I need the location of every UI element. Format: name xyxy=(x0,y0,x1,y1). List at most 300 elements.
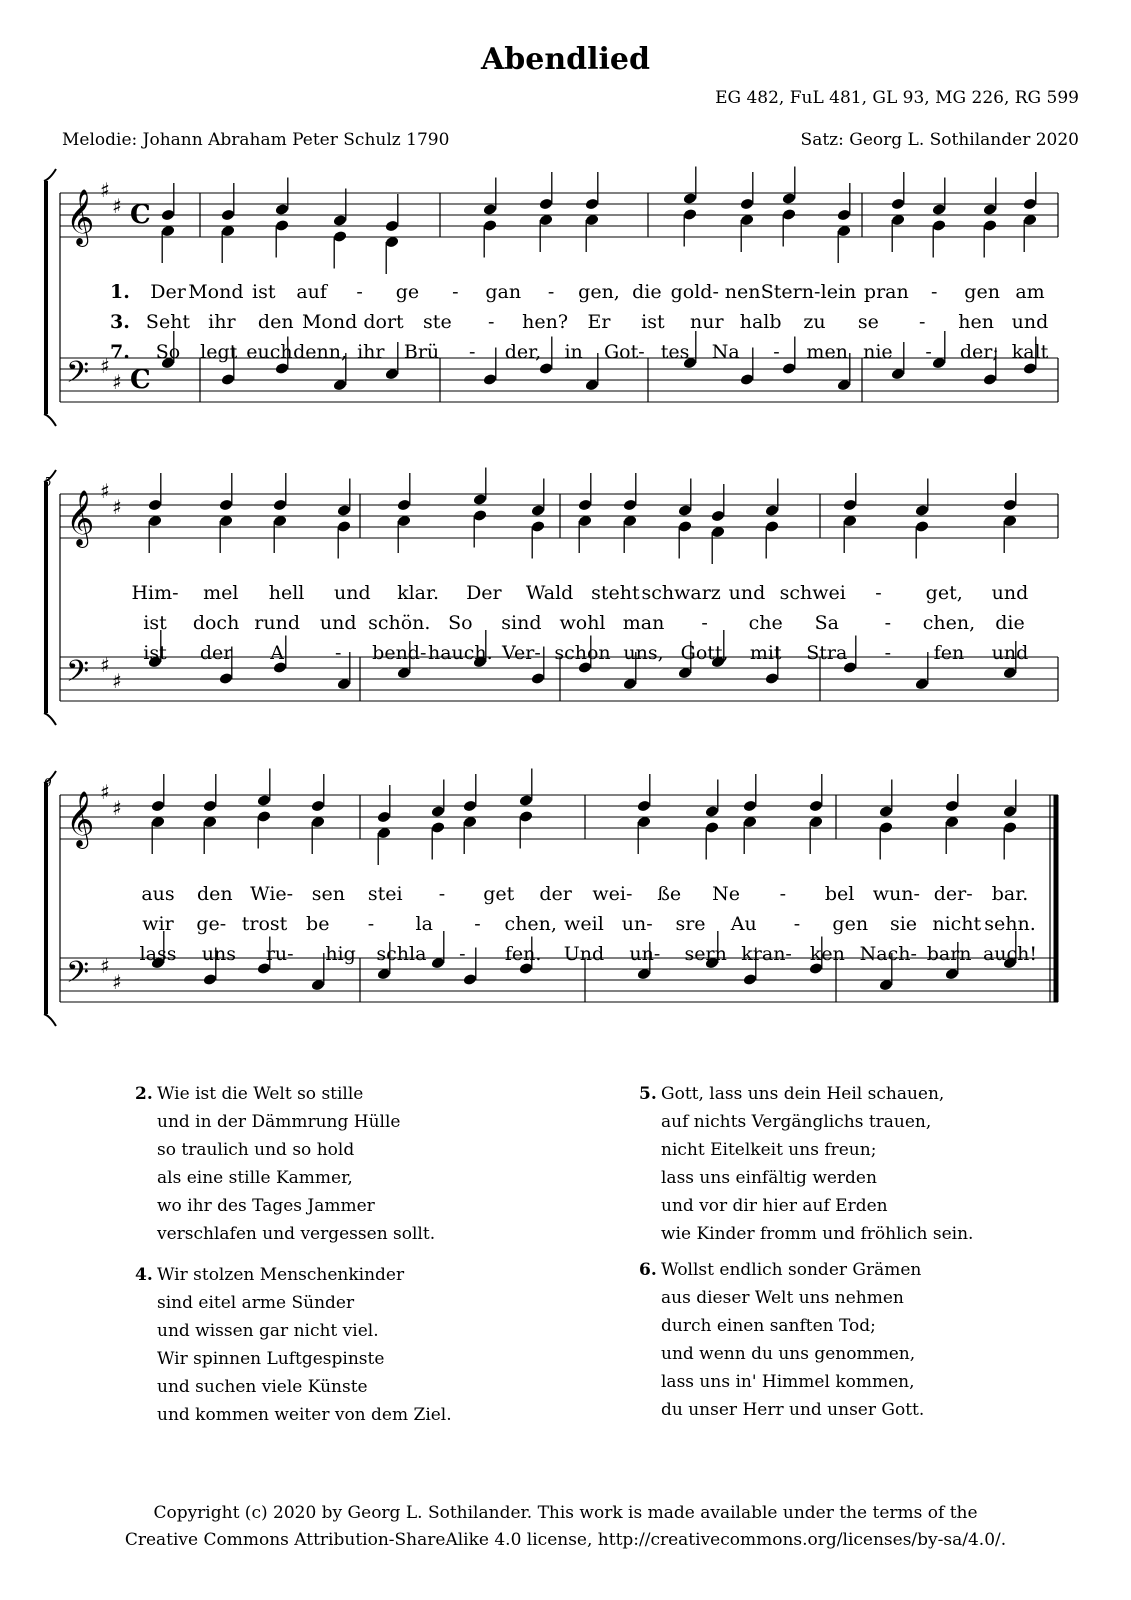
stanza-line: durch einen sanften Tod; xyxy=(661,1316,876,1336)
lyric-syllable: fen xyxy=(933,642,965,664)
alto-note xyxy=(637,816,652,854)
stanza-line: und in der Dämmrung Hülle xyxy=(157,1112,401,1132)
lyric-syllable: - xyxy=(334,642,342,664)
lyric-syllable: bar. xyxy=(991,883,1029,905)
lyric-syllable: ße xyxy=(657,883,682,905)
alto-note xyxy=(531,520,546,558)
soprano-note xyxy=(483,178,498,216)
soprano-note xyxy=(705,780,720,818)
stanza-number: 4. xyxy=(135,1265,153,1285)
lyric-syllable: zu xyxy=(803,311,826,333)
lyric-syllable: nie xyxy=(863,341,893,363)
lyric-syllable: in xyxy=(564,341,583,363)
lyric-syllable: - xyxy=(793,913,801,935)
stanza-line: auf nichts Vergänglichs trauen, xyxy=(661,1112,932,1132)
measure-number: 9 xyxy=(44,776,52,790)
soprano-note xyxy=(337,479,352,517)
soprano-note xyxy=(219,473,234,511)
copyright-notice xyxy=(0,1500,1131,1554)
stanza-line: du unser Herr und unser Gott. xyxy=(661,1400,925,1420)
stanza-line: und kommen weiter von dem Ziel. xyxy=(157,1405,452,1425)
lyric-syllable: - xyxy=(356,281,363,303)
lyric-syllable: der; xyxy=(959,341,999,363)
soprano-note xyxy=(397,473,412,511)
lyric-syllable: wun- xyxy=(872,883,920,905)
lyric-syllable: ist xyxy=(641,311,665,333)
lyric-syllable: stei xyxy=(367,883,403,905)
soprano-note xyxy=(539,172,554,210)
lyric-syllable: ken xyxy=(809,943,845,965)
soprano-note xyxy=(1023,172,1038,210)
alto-note xyxy=(945,816,960,854)
soprano-note xyxy=(843,473,858,511)
lyric-syllable: tes xyxy=(660,341,690,363)
lyric-syllable: Brü xyxy=(403,341,440,363)
stanza-number: 6. xyxy=(639,1260,657,1280)
lyric-syllable: kalt xyxy=(1011,341,1049,363)
sharp-icon: ♯ xyxy=(112,669,122,693)
stanza-line: und vor dir hier auf Erden xyxy=(661,1196,888,1216)
soprano-note xyxy=(203,774,218,812)
copyright-line: Creative Commons Attribution-ShareAlike 4.0 license, http://creativecommons.org/licenses/by-sa/4.0/. xyxy=(124,1530,1007,1550)
lyric-syllable: Der xyxy=(150,281,186,303)
alto-note xyxy=(1023,214,1038,252)
stanza-line: wo ihr des Tages Jammer xyxy=(157,1196,375,1216)
alto-note xyxy=(879,821,894,859)
bass-note xyxy=(915,652,930,690)
lyric-syllable: nicht xyxy=(932,913,982,935)
stanza-6 xyxy=(639,1256,925,1424)
lyric-syllable: sie xyxy=(889,913,918,935)
soprano-note xyxy=(148,473,163,511)
lyric-syllable: und xyxy=(991,582,1029,604)
soprano-note xyxy=(333,189,348,227)
lyric-syllable: ge xyxy=(395,281,420,303)
bass-clef-icon: 𝄢 xyxy=(66,356,90,397)
lyric-syllable: Him- xyxy=(131,582,179,604)
lyric-syllable: - xyxy=(884,642,892,664)
lyric-syllable: ste xyxy=(423,311,452,333)
lyric-syllable: ist xyxy=(252,281,276,303)
bass-clef-icon: 𝄢 xyxy=(66,655,90,696)
lyric-syllable: la xyxy=(415,913,433,935)
lyric-syllable: chen, xyxy=(922,612,976,634)
lyric-syllable: und xyxy=(991,642,1029,664)
lyric-syllable: wir xyxy=(142,913,174,935)
lyric-syllable: bel xyxy=(824,883,855,905)
time-signature: C xyxy=(130,200,151,230)
sharp-icon: ♯ xyxy=(112,970,122,994)
lyric-syllable: und xyxy=(333,582,371,604)
stanza-line: Wollst endlich sonder Grämen xyxy=(661,1260,922,1280)
lyric-syllable: - xyxy=(488,311,495,333)
bass-note xyxy=(891,342,906,380)
lyric-syllable: fen. xyxy=(504,943,542,965)
lyric-syllable: denn, xyxy=(293,341,348,363)
lyric-syllable: den xyxy=(257,311,294,333)
lyric-syllable: und xyxy=(728,582,766,604)
soprano-note xyxy=(837,183,852,221)
alto-note xyxy=(311,816,326,854)
stanza-line: Wir spinnen Luftgespinste xyxy=(157,1349,385,1369)
lyric-syllable: Wald xyxy=(525,582,574,604)
soprano-note xyxy=(273,473,288,511)
lyric-syllable: - xyxy=(367,913,375,935)
alto-note xyxy=(219,515,234,553)
soprano-note xyxy=(463,774,478,812)
lyric-syllable: get xyxy=(483,883,515,905)
lyric-syllable: dort xyxy=(363,311,404,333)
alto-note xyxy=(743,816,758,854)
lyric-syllable: lein xyxy=(820,281,857,303)
lyric-syllable: chen, xyxy=(504,913,557,935)
sharp-icon: ♯ xyxy=(100,653,110,677)
alto-note xyxy=(221,225,236,263)
soprano-note xyxy=(932,178,947,216)
lyric-syllable: - xyxy=(474,913,481,935)
lyric-syllable: A xyxy=(270,642,285,664)
lyric-syllable: wohl xyxy=(559,612,606,634)
lyric-syllable: Sa xyxy=(814,612,839,634)
stanza-line: lass uns in' Himmel kommen, xyxy=(661,1372,915,1392)
alto-note xyxy=(377,827,392,865)
lyric-syllable: hell xyxy=(268,582,305,604)
soprano-note xyxy=(891,172,906,210)
lyric-syllable: halb xyxy=(739,311,782,333)
alto-note xyxy=(151,816,166,854)
soprano-note xyxy=(161,183,176,221)
stanza-line: aus dieser Welt uns nehmen xyxy=(661,1288,904,1308)
sharp-icon: ♯ xyxy=(112,194,122,218)
verse-number: 3. xyxy=(110,311,130,333)
lyric-syllable: - xyxy=(469,341,476,363)
alto-note xyxy=(578,515,593,553)
melody-credit: Melodie: Johann Abraham Peter Schulz 1790 xyxy=(62,130,450,150)
lyric-syllable: - xyxy=(931,281,938,303)
lyric-syllable: be xyxy=(306,913,330,935)
soprano-note xyxy=(585,172,600,210)
sharp-icon: ♯ xyxy=(112,370,122,394)
lyric-syllable: der xyxy=(539,883,572,905)
lyric-syllable: der, xyxy=(504,341,542,363)
bass-clef-icon: 𝄢 xyxy=(66,956,90,997)
page-title: Abendlied xyxy=(481,42,650,77)
alto-note xyxy=(809,816,824,854)
soprano-note xyxy=(683,167,698,205)
soprano-note xyxy=(221,183,236,221)
bass-note xyxy=(385,342,400,380)
lyric-syllable: sind xyxy=(501,612,542,634)
lyric-syllable: gan xyxy=(485,281,522,303)
alto-note xyxy=(683,208,698,246)
stanza-line: und wissen gar nicht viel. xyxy=(157,1321,379,1341)
lyric-syllable: un- xyxy=(621,913,653,935)
lyric-syllable: Mond xyxy=(301,311,358,333)
lyric-syllable: sehn. xyxy=(984,913,1036,935)
lyric-syllable: weil xyxy=(564,913,604,935)
lyric-syllable: un- xyxy=(629,943,661,965)
lyric-syllable: uns xyxy=(201,943,236,965)
alto-note xyxy=(765,520,780,558)
bass-note xyxy=(585,353,600,391)
sharp-icon: ♯ xyxy=(112,495,122,519)
lyric-syllable: am xyxy=(1015,281,1045,303)
lyric-syllable: Wie- xyxy=(250,883,294,905)
sharp-icon: ♯ xyxy=(100,954,110,978)
lyric-syllable: mel xyxy=(203,582,239,604)
lyric-syllable: auch! xyxy=(982,943,1038,965)
lyric-syllable: se xyxy=(857,311,879,333)
lyric-syllable: gen xyxy=(964,281,1000,303)
lyric-syllable: Au xyxy=(730,913,757,935)
bass-note xyxy=(431,931,446,969)
lyric-syllable: Und xyxy=(563,943,605,965)
stanza-line: Wie ist die Welt so stille xyxy=(157,1084,364,1104)
lyric-syllable: auf xyxy=(296,281,327,303)
alto-note xyxy=(837,225,852,263)
time-signature: C xyxy=(130,365,151,395)
lyric-syllable: men xyxy=(806,341,848,363)
soprano-note xyxy=(311,774,326,812)
lyric-syllable: Seht xyxy=(145,311,191,333)
soprano-note xyxy=(765,479,780,517)
alto-note xyxy=(148,515,163,553)
bass-note xyxy=(311,953,326,991)
lyric-syllable: - xyxy=(884,612,892,634)
lyric-syllable: kran- xyxy=(741,943,792,965)
alto-note xyxy=(678,520,693,558)
treble-clef-icon: 𝄞 xyxy=(66,189,95,245)
lyric-syllable: uns, xyxy=(623,642,664,664)
stanza-line: verschlafen und vergessen sollt. xyxy=(157,1224,436,1244)
lyric-syllable: steht xyxy=(591,582,640,604)
lyric-syllable: hig xyxy=(325,943,356,965)
lyric-syllable: - xyxy=(925,341,932,363)
soprano-note xyxy=(879,780,894,818)
soprano-note xyxy=(473,468,488,506)
lyric-syllable: hen? xyxy=(522,311,569,333)
copyright-line: Copyright (c) 2020 by Georg L. Sothilander. This work is made available under the terms of the xyxy=(153,1503,978,1523)
alto-note xyxy=(740,214,755,252)
lyric-syllable: - xyxy=(779,883,787,905)
alto-note xyxy=(397,515,412,553)
alto-note xyxy=(932,219,947,257)
lyric-syllable: sre xyxy=(675,913,706,935)
lyric-syllable: - xyxy=(875,582,882,604)
lyric-syllable: schwei xyxy=(779,582,846,604)
lyric-syllable: - xyxy=(773,341,780,363)
lyric-syllable: schwarz xyxy=(641,582,721,604)
stanza-line: Wir stolzen Menschenkinder xyxy=(157,1265,405,1285)
bass-note xyxy=(782,337,797,375)
lyric-syllable: der xyxy=(199,642,233,664)
alto-note xyxy=(463,816,478,854)
lyric-syllable: nen xyxy=(724,281,761,303)
stanza-5 xyxy=(639,1080,974,1248)
lyric-syllable: - xyxy=(919,311,926,333)
soprano-note xyxy=(431,780,446,818)
alto-note xyxy=(891,214,906,252)
lyric-syllable: die xyxy=(632,281,662,303)
alto-note xyxy=(257,810,272,848)
soprano-note xyxy=(983,178,998,216)
lyric-syllable: - xyxy=(438,883,446,905)
soprano-note xyxy=(740,172,755,210)
soprano-note xyxy=(743,774,758,812)
sharp-icon: ♯ xyxy=(100,780,110,804)
lyric-syllable: barn xyxy=(926,943,972,965)
lyric-syllable: sen xyxy=(311,883,346,905)
lyric-syllable: Got- xyxy=(604,341,645,363)
lyric-syllable: - xyxy=(459,943,466,965)
alto-note xyxy=(275,219,290,257)
soprano-note xyxy=(945,774,960,812)
alto-note xyxy=(623,515,638,553)
lyric-syllable: nur xyxy=(689,311,724,333)
verse-number: 7. xyxy=(110,341,130,363)
alto-note xyxy=(203,816,218,854)
hymnal-references: EG 482, FuL 481, GL 93, MG 226, RG 599 xyxy=(715,88,1079,108)
lyric-syllable: - xyxy=(547,281,555,303)
lyric-syllable: ihr xyxy=(357,341,385,363)
lyric-syllable: ist xyxy=(143,642,167,664)
stanza-line: so traulich und so hold xyxy=(157,1140,355,1160)
alto-note xyxy=(337,520,352,558)
alto-note xyxy=(1003,515,1018,553)
treble-clef-icon: 𝄞 xyxy=(66,791,95,847)
lyric-syllable: Er xyxy=(587,311,611,333)
verse-number: 1. xyxy=(110,281,130,303)
lyric-syllable: sern xyxy=(684,943,727,965)
alto-note xyxy=(983,219,998,257)
soprano-note xyxy=(915,479,930,517)
alto-note xyxy=(539,214,554,252)
alto-note xyxy=(585,214,600,252)
lyric-syllable: euch xyxy=(246,341,293,363)
lyric-syllable: Ne xyxy=(712,883,740,905)
lyric-syllable: Der xyxy=(466,582,502,604)
lyric-syllable: der- xyxy=(933,883,973,905)
lyric-syllable: pran xyxy=(863,281,909,303)
lyric-syllable: den xyxy=(196,883,233,905)
stanza-line: Gott, lass uns dein Heil schauen, xyxy=(661,1084,945,1104)
lyric-syllable: bend- xyxy=(372,642,427,664)
alto-note xyxy=(915,520,930,558)
sharp-icon: ♯ xyxy=(112,796,122,820)
soprano-note xyxy=(257,769,272,807)
lyric-syllable: rund xyxy=(254,612,300,634)
lyric-syllable: doch xyxy=(192,612,240,634)
stanza-line: sind eitel arme Sünder xyxy=(157,1293,355,1313)
soprano-note xyxy=(678,479,693,517)
lyric-syllable: schön. xyxy=(368,612,431,634)
stanza-4 xyxy=(135,1261,452,1429)
lyric-syllable: - xyxy=(701,612,708,634)
bass-note xyxy=(740,348,755,386)
stanza-line: lass uns einfältig werden xyxy=(661,1168,877,1188)
lyric-syllable: trost xyxy=(241,913,288,935)
lyric-syllable: che xyxy=(748,612,783,634)
lyric-syllable: Stern- xyxy=(760,281,821,303)
soprano-note xyxy=(1003,780,1018,818)
stanza-number: 5. xyxy=(639,1084,657,1104)
treble-clef-icon: 𝄞 xyxy=(66,490,95,546)
sharp-icon: ♯ xyxy=(100,178,110,202)
alto-note xyxy=(843,515,858,553)
alto-note xyxy=(519,810,534,848)
lyric-syllable: die xyxy=(995,612,1025,634)
lyric-syllable: Stra xyxy=(806,642,848,664)
soprano-note xyxy=(151,774,166,812)
lyric-syllable: schon xyxy=(554,642,611,664)
stanza-2 xyxy=(135,1080,436,1248)
lyric-syllable: gen xyxy=(832,913,869,935)
soprano-note xyxy=(637,774,652,812)
soprano-note xyxy=(519,769,534,807)
lyric-syllable: und xyxy=(319,612,357,634)
lyric-syllable: Ver- xyxy=(502,642,541,664)
lyric-syllable: - xyxy=(452,281,459,303)
soprano-note xyxy=(809,774,824,812)
lyric-syllable: lass xyxy=(139,943,177,965)
treble-staff xyxy=(60,193,1058,237)
soprano-note xyxy=(711,484,726,522)
lyric-syllable: mit xyxy=(749,642,782,664)
alto-note xyxy=(782,208,797,246)
alto-note xyxy=(385,236,400,274)
stanza-line: wie Kinder fromm und fröhlich sein. xyxy=(661,1224,974,1244)
lyric-syllable: Gott, xyxy=(680,642,729,664)
lyric-syllable: ihr xyxy=(208,311,236,333)
lyric-syllable: So xyxy=(155,341,181,363)
soprano-note xyxy=(1003,473,1018,511)
soprano-note xyxy=(578,473,593,511)
lyric-syllable: hauch. xyxy=(427,642,493,664)
alto-note xyxy=(273,515,288,553)
lyric-syllable: ist xyxy=(143,612,167,634)
lyric-syllable: ge- xyxy=(196,913,227,935)
lyric-syllable: gen, xyxy=(578,281,620,303)
lyric-syllable: gold- xyxy=(670,281,719,303)
lyric-syllable: klar. xyxy=(397,582,440,604)
lyric-syllable: wei- xyxy=(592,883,633,905)
lyric-syllable: ru- xyxy=(265,943,294,965)
alto-note xyxy=(431,821,446,859)
soprano-note xyxy=(623,473,638,511)
soprano-note xyxy=(275,178,290,216)
bass-note xyxy=(483,348,498,386)
stanza-number: 2. xyxy=(135,1084,153,1104)
lyric-syllable: hen xyxy=(958,311,994,333)
stanza-line: als eine stille Kammer, xyxy=(157,1168,353,1188)
alto-note xyxy=(705,821,720,859)
lyric-syllable: man xyxy=(622,612,665,634)
lyric-syllable: Na xyxy=(711,341,740,363)
soprano-note xyxy=(377,785,392,823)
lyric-syllable: und xyxy=(1011,311,1049,333)
soprano-note xyxy=(782,167,797,205)
alto-note xyxy=(483,219,498,257)
sharp-icon: ♯ xyxy=(100,479,110,503)
setting-credit: Satz: Georg L. Sothilander 2020 xyxy=(800,130,1079,150)
stanza-line: und suchen viele Künste xyxy=(157,1377,368,1397)
alto-note xyxy=(333,230,348,268)
lyric-syllable: Mond xyxy=(188,281,244,303)
alto-note xyxy=(1003,821,1018,859)
lyric-syllable: schla xyxy=(376,943,427,965)
stanza-line: und wenn du uns genommen, xyxy=(661,1344,916,1364)
bass-staff xyxy=(60,358,1058,402)
